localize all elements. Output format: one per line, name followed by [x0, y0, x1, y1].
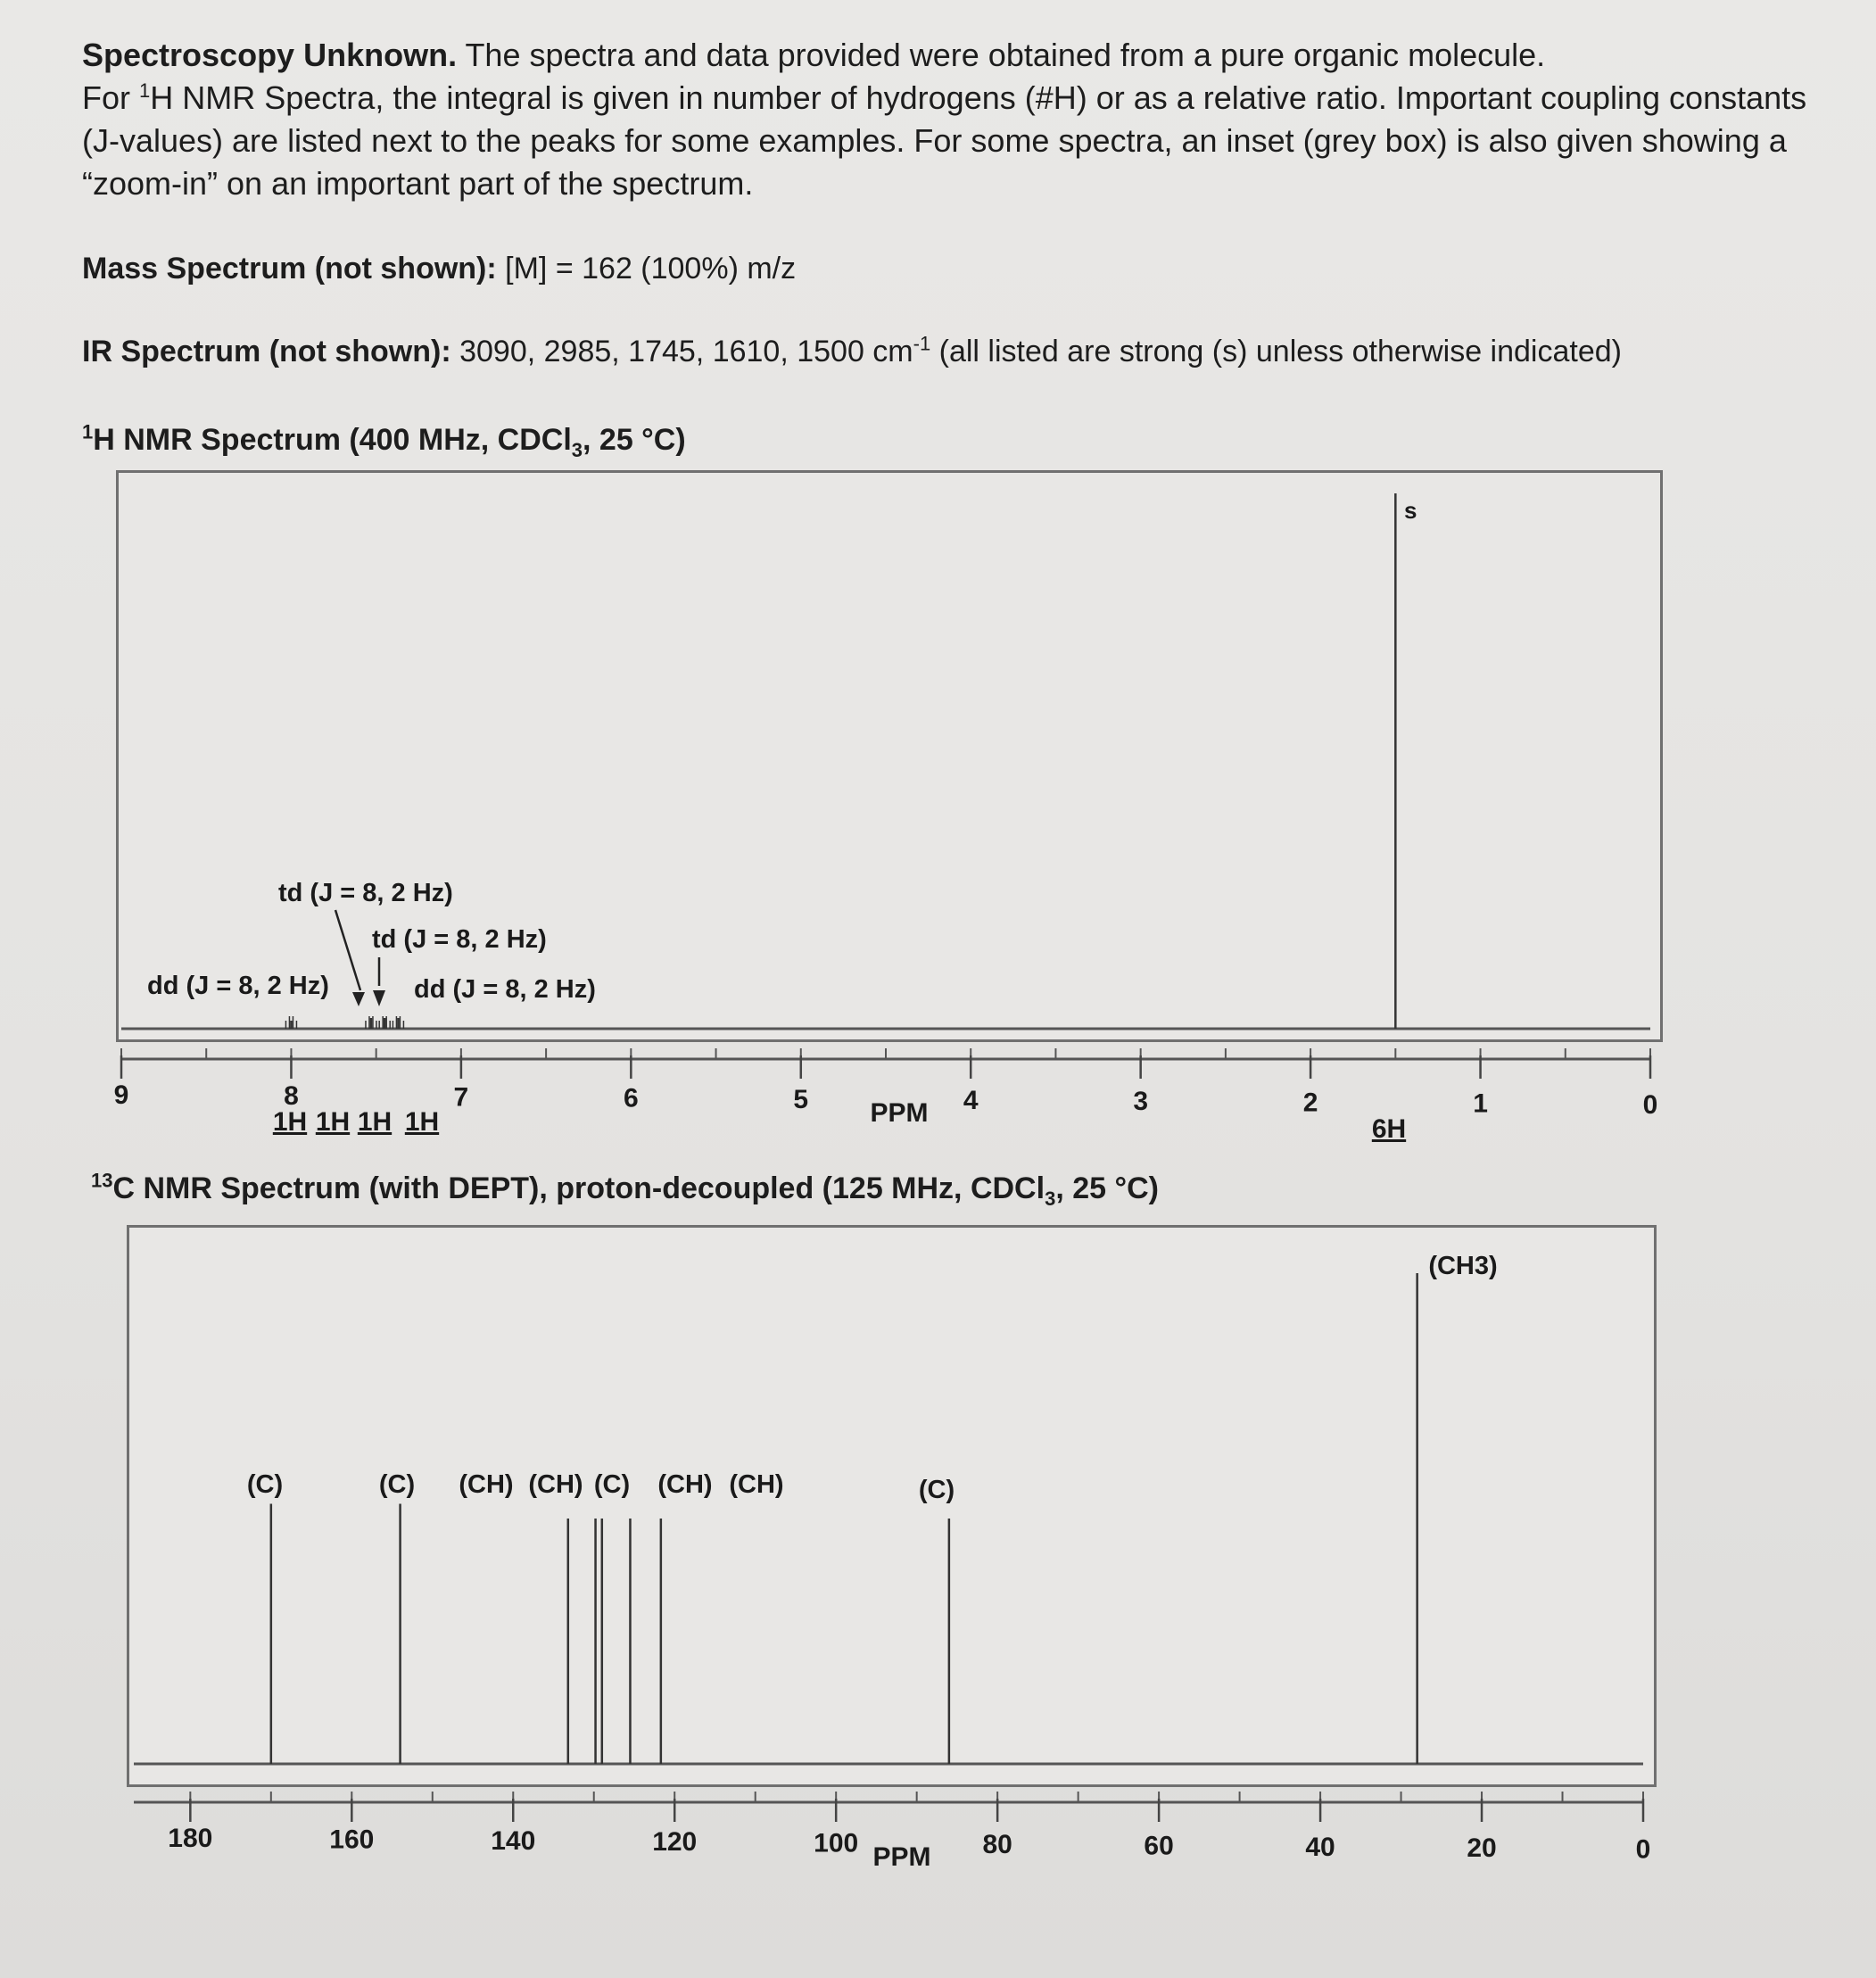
hnmr-integral-label: 1H: [272, 1107, 308, 1137]
hnmr-tick-label: 5: [793, 1084, 809, 1114]
mass-label: Mass Spectrum (not shown):: [82, 252, 497, 286]
ir-value-pre: 3090, 2985, 1745, 1610, 1500 cm: [459, 335, 913, 368]
hnmr-arrowhead: [373, 990, 385, 1006]
cnmr-title-sup: 13: [91, 1169, 113, 1192]
cnmr-tick-label: 80: [982, 1830, 1012, 1859]
cnmr-dept-label: (C): [593, 1470, 631, 1499]
cnmr-x-label: PPM: [872, 1842, 931, 1872]
hnmr-x-label: PPM: [870, 1098, 929, 1128]
hnmr-arrowhead: [352, 992, 365, 1006]
intro-line1: The spectra and data provided were obtained from a pure organic molecule.: [465, 37, 1546, 73]
cnmr-dept-label: (CH): [528, 1470, 583, 1499]
cnmr-tick-label: 0: [1635, 1834, 1651, 1865]
cnmr-title-end: , 25 °C): [1055, 1171, 1159, 1205]
intro-title: Spectroscopy Unknown.: [82, 37, 458, 73]
hnmr-annotation-td-1: td (J = 8, 2 Hz): [278, 879, 453, 907]
hnmr-arrow: [335, 910, 360, 990]
cnmr-dept-label: (CH): [729, 1470, 784, 1499]
cnmr-tick-label: 60: [1144, 1831, 1174, 1861]
hnmr-annotation-td-2: td (J = 8, 2 Hz): [372, 925, 547, 954]
intro-line2-post: H NMR Spectra, the integral is given in number of hydrogens (#H) or as a relative ratio. Important coupling constants (J-values) are listed next to the peaks for some examples. For some spectra, an inset (grey box) is also given showing a “zoom-in” on an important part of the spectrum.: [82, 79, 1807, 202]
cnmr-tick-label: 180: [168, 1824, 213, 1853]
hnmr-tick-label: 8: [284, 1081, 299, 1112]
mass-value: [M] = 162 (100%) m/z: [505, 252, 797, 286]
hnmr-tick-label: 2: [1302, 1088, 1318, 1118]
hnmr-tick-label: 6: [623, 1083, 639, 1113]
cnmr-dept-label: (C): [246, 1470, 284, 1499]
hnmr-tick-label: 0: [1642, 1089, 1658, 1120]
hnmr-title-sub: 3: [571, 438, 583, 461]
hnmr-integral-label: 1H: [357, 1107, 393, 1137]
intro-line2-pre: For: [82, 79, 140, 116]
hnmr-title-main: H NMR Spectrum (400 MHz, CDCl: [93, 423, 572, 457]
hnmr-title-end: , 25 °C): [583, 423, 686, 457]
cnmr-dept-label: (C): [918, 1476, 955, 1504]
hnmr-tick-label: 1: [1473, 1088, 1488, 1119]
hnmr-integral-label: 1H: [315, 1107, 351, 1137]
cnmr-tick-label: 40: [1305, 1832, 1335, 1862]
hnmr-tick-label: 3: [1133, 1087, 1149, 1117]
hnmr-title-sup: 1: [82, 420, 94, 443]
hnmr-integral-label: 6H: [1371, 1114, 1407, 1144]
hnmr-annotation-dd-2: dd (J = 8, 2 Hz): [414, 975, 596, 1004]
hnmr-tick-label: 4: [963, 1086, 979, 1115]
ir-label: IR Spectrum (not shown):: [82, 335, 451, 368]
hnmr-integral-label: 1H: [404, 1107, 440, 1137]
cnmr-dept-label: (CH3): [1428, 1252, 1498, 1280]
cnmr-tick-label: 160: [329, 1825, 375, 1855]
ir-value-sup: -1: [913, 332, 931, 355]
cnmr-dept-label: (CH): [459, 1470, 514, 1499]
cnmr-dept-label: (CH): [657, 1470, 713, 1499]
hnmr-tick-label: 9: [113, 1080, 129, 1110]
cnmr-title-sub: 3: [1045, 1187, 1056, 1210]
ir-value-post: (all listed are strong (s) unless otherwise indicated): [930, 335, 1622, 368]
cnmr-tick-label: 100: [814, 1828, 859, 1858]
intro-line2-sup: 1: [139, 79, 151, 102]
cnmr-tick-label: 140: [491, 1825, 536, 1856]
hnmr-annotation-s: s: [1404, 497, 1417, 524]
hnmr-annotation-dd-1: dd (J = 8, 2 Hz): [147, 972, 329, 1000]
cnmr-title-main: C NMR Spectrum (with DEPT), proton-decoupled (125 MHz, CDCl: [112, 1171, 1045, 1205]
cnmr-tick-label: 20: [1467, 1833, 1497, 1864]
cnmr-tick-label: 120: [652, 1827, 698, 1858]
hnmr-tick-label: 7: [453, 1082, 469, 1113]
cnmr-dept-label: (C): [378, 1470, 416, 1499]
